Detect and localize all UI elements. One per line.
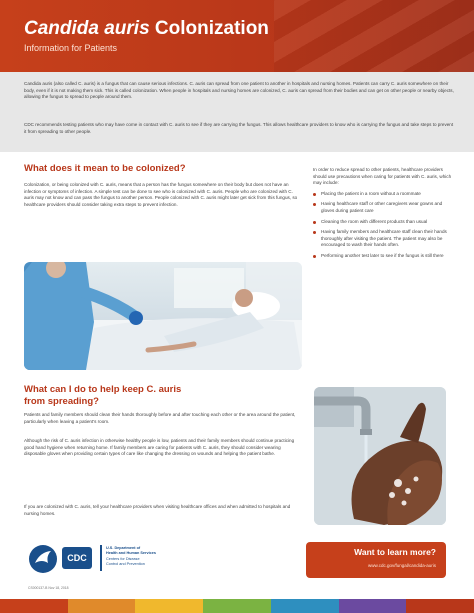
- handwashing-illustration: [314, 387, 446, 525]
- list-item: Cleaning the room with different products than usual: [313, 219, 453, 226]
- footer-bar-segment: [203, 599, 271, 613]
- footer-bar-segment: [0, 599, 68, 613]
- section2-heading-line2: from spreading?: [24, 396, 99, 407]
- patient-bed-photo: [24, 262, 302, 370]
- page-title-italic: Candida auris: [24, 18, 150, 39]
- cdc-name-line-2: Control and Prevention: [106, 561, 145, 566]
- section2-heading: [24, 384, 304, 408]
- learn-more-link[interactable]: www.cdc.gov/fungal/candida-auris: [367, 563, 436, 568]
- precautions-column: [313, 167, 453, 264]
- footer-bar-segment: [406, 599, 474, 613]
- document-code: CS000137-B Nov 18, 2018: [28, 586, 69, 590]
- list-item: Having healthcare staff or other caregivers wear gowns and gloves during patient care: [313, 201, 453, 214]
- hhs-name-line-1: U.S. Department of: [106, 546, 141, 550]
- page-title-rest: Colonization: [149, 18, 269, 39]
- cdc-name: [106, 557, 145, 566]
- agency-logos: [28, 543, 178, 575]
- intro-section: [0, 72, 474, 152]
- footer-bar-segment: [339, 599, 407, 613]
- precautions-intro: In order to reduce spread to other patients, healthcare providers should use precautions when caring for patients with C. auris, which may include:: [313, 167, 452, 186]
- footer-bar-segment: [68, 599, 136, 613]
- hhs-name: [106, 546, 156, 555]
- intro-paragraph-1: Candida auris (also called C. auris) is a fungus that can cause serious infections. C. auris can spread from one patient to another in hospitals and nursing homes. Patients can carry C. auris somewhere on their body, even if it is not making them sick. This is called colonization. When people in hospitals and nursing homes are colonized, C. auris can spread from their bodies and can get on other people or nearby objects, allowing the fungus to spread to people around them.: [24, 81, 454, 100]
- list-item: Having family members and healthcare staff clean their hands thoroughly after visiting the patient. The patient may also be encouraged to wash their hands often.: [313, 229, 453, 249]
- handwashing-photo: [314, 387, 446, 525]
- section2-paragraph-2: Although the risk of C. auris infection in otherwise healthy people is low, patients and their family members should continue practicing good hand hygiene when returning home. If family members are caring for patients with C. auris, they should consider wearing disposable gloves when providing certain types of care like changing the dressing on wounds and helping the patient bathe.: [24, 438, 295, 457]
- learn-more-box[interactable]: [306, 542, 446, 578]
- page-title: [24, 18, 269, 40]
- page-subtitle: Information for Patients: [24, 43, 118, 53]
- section1-heading: What does it mean to be colonized?: [24, 163, 186, 174]
- footer-color-bar: [0, 599, 474, 613]
- hhs-eagle-icon: [28, 544, 62, 574]
- cdc-logo: CDC: [62, 547, 92, 569]
- section2-paragraph-3: If you are colonized with C. auris, tell your healthcare providers when visiting healthcare offices and when admitted to hospitals and nursing homes.: [24, 504, 291, 516]
- precautions-list: [313, 191, 453, 260]
- cdc-name-line-1: Centers for Disease: [106, 557, 140, 561]
- hhs-name-line-2: Health and Human Services: [106, 550, 157, 555]
- header-decoration: [274, 0, 474, 72]
- intro-paragraph-2: CDC recommends testing patients who may have come in contact with C. auris to see if they are carrying the fungus. This allows healthcare providers to know who is carrying the fungus and take steps to prevent it from spreading to other people.: [24, 122, 454, 134]
- section2-heading-line1: What can I do to help keep C. auris: [24, 384, 182, 395]
- section2-paragraph-1: Patients and family members should clean their hands thoroughly before and after touching each other or the area around the patient, particularly when leaving a patient's room.: [24, 412, 296, 424]
- footer-bar-segment: [271, 599, 339, 613]
- list-item: Performing another test later to see if the fungus is still there: [313, 253, 453, 260]
- header-banner: [0, 0, 474, 72]
- patient-bed-illustration: [24, 262, 302, 370]
- list-item: Placing the patient in a room without a roommate: [313, 191, 453, 198]
- section1-body: Colonization, or being colonized with C. auris, means that a person has the fungus somewhere on their body but does not have an infection or symptoms of infection. A simple test can be done to see who is colonized with C. auris. People who are colonized with C. auris may not know and can pass the fungus to another person. People colonized with C. auris might later get sick from this fungus, so healthcare providers should consider taking extra steps to prevent infection.: [24, 182, 298, 207]
- logo-divider: [100, 545, 102, 571]
- footer-bar-segment: [135, 599, 203, 613]
- learn-more-heading: Want to learn more?: [354, 547, 436, 557]
